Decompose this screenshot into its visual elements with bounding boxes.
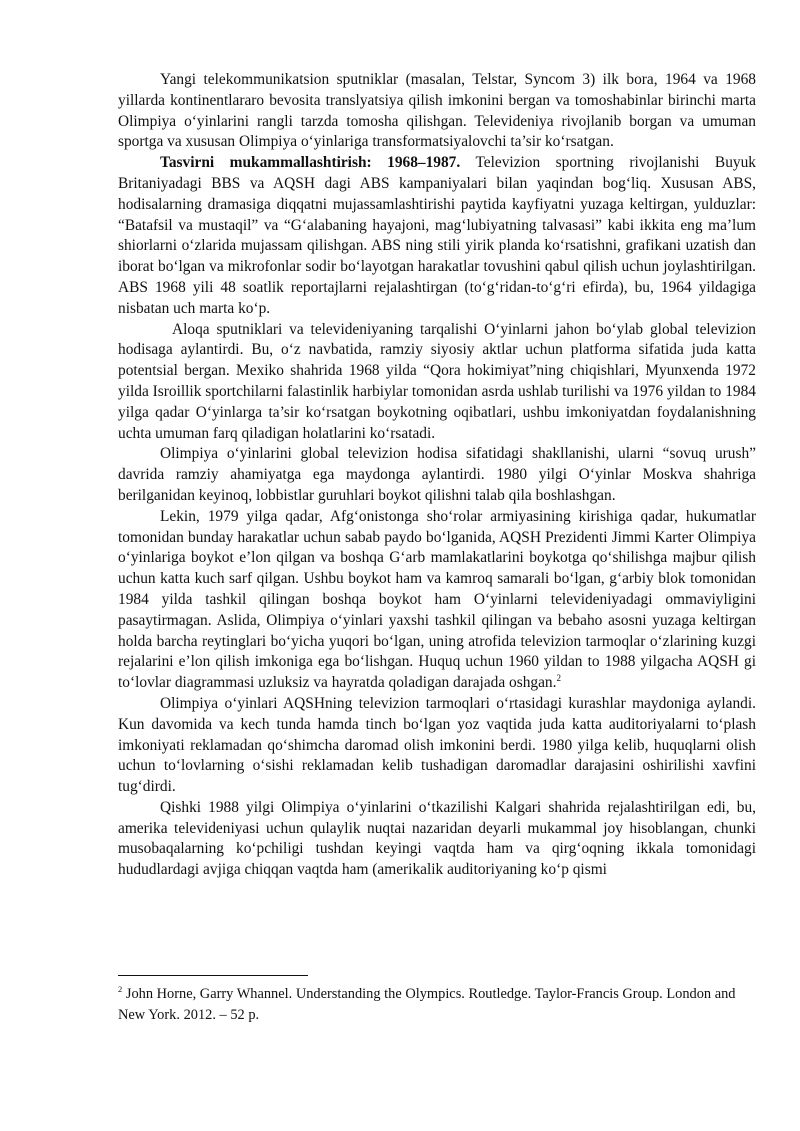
footnote-reference: 2 bbox=[556, 672, 561, 683]
section-heading: Tasvirni mukammallashtirish: 1968–1987. bbox=[160, 154, 461, 172]
footnote-separator bbox=[118, 975, 308, 976]
paragraph-2 bbox=[118, 153, 756, 319]
footnote bbox=[118, 984, 758, 1026]
paragraph-2-text: Televizion sportning rivojlanishi Buyuk Britaniyadagi BBS va AQSH dagi ABS kampaniyalari bilan yaqindan bog‘liq. Xususan ABS, hodisalarning dramasiga diqqatni mujassamlashtirishi paytida kayfiyatni yuzaga keltirgan, yulduzlar: “Batafsil va mustaqil” va “G‘alabaning hayajoni, mag‘lubiyatning talvasasi” kabi ikkita eng ma’lum shiorlarni o‘zlarida mujassam qilishgan. ABS ning stili yirik planda ko‘rsatishni, grafikani uzatish dan iborat bo‘lgan va mikrofonlar sodir bo‘layotgan harakatlar tovushini qabul qilish uchun joylashtirilgan. ABS 1968 yili 48 soatlik reportajlarni rejalashtirgan (to‘g‘ridan-to‘g‘ri efirda), bu, 1964 yildagiga nisbatan uch marta ko‘p. bbox=[118, 154, 756, 317]
paragraph-3: Aloqa sputniklari va televideniyaning tarqalishi O‘yinlarni jahon bo‘ylab global televizion hodisaga aylantirdi. Bu, o‘z navbatida, ramziy siyosiy aktlar uchun platforma sifatida juda katta potentsial bergan. Mexiko shahrida 1968 yilda “Qora hokimiyat”ning chiqishlari, Myunxenda 1972 yilda Isroillik sportchilarni falastinlik harbiylar tomonidan asrda ushlab turilishi va 1976 yildan to 1984 yilga qadar O‘yinlarga ta’sir ko‘rsatgan boykotning oqibatlari, ushbu imkoniyatdan foydalanishning uchta umuman farq qiladigan holatlarini ko‘rsatadi. bbox=[118, 320, 756, 442]
footnote-number: 2 bbox=[118, 984, 123, 995]
document-body bbox=[118, 70, 756, 881]
paragraph-5-text: Lekin, 1979 yilga qadar, Afg‘onistonga sho‘rolar armiyasining kirishiga qadar, hukumatlar tomonidan bunday harakatlar uchun sabab paydo bo‘lganida, AQSH Prezidenti Jimmi Karter Olimpiya o‘yinlariga boykot e’lon qilgan va boshqa G‘arb mamlakatlarini boykotga qo‘shilishga majbur qilish uchun katta kuch sarf qilgan. Ushbu boykot ham va kamroq samarali bo‘lgan, g‘arbiy blok tomonidan 1984 yilda tashkil qilingan boshqa boykot ham O‘yinlarni televideniyadagi ommaviyligini pasaytirmagan. Aslida, Olimpiya o‘yinlari yaxshi tashkil qilingan va bebaho asosni yuzaga keltirgan holda barcha reytinglari bo‘yicha yuqori bo‘lgan, uning atrofida televizion tarmoqlar o‘zlarining kuzgi rejalarini e’lon qilish imkoniga ega bo‘lishgan. Huquq uchun 1960 yildan to 1988 yilgacha AQSH gi to‘lovlar diagrammasi uzluksiz va hayratda qoladigan darajada oshgan. bbox=[118, 507, 756, 692]
paragraph-6: Olimpiya o‘yinlari AQSHning televizion tarmoqlari o‘rtasidagi kurashlar maydoniga aylandi. Kun davomida va kech tunda hamda tinch bo‘lgan yoz vaqtida juda katta auditoriyalarni to‘plash imkoniyati reklamadan qo‘shimcha daromad olish imkonini berdi. 1980 yilga kelib, huquqlarni olish uchun to‘lovlarning o‘sishi reklamadan kelib tushadigan daromadlar darajasini oshirilishi xavfini tug‘dirdi. bbox=[118, 694, 756, 796]
paragraph-4: Olimpiya o‘yinlarini global televizion hodisa sifatidagi shakllanishi, ularni “sovuq urush” davrida ramziy ahamiyatga ega maydonga aylantirdi. 1980 yilgi O‘yinlar Moskva shahriga berilganidan keyinoq, lobbistlar guruhlari boykot qilishni talab qila boshlashgan. bbox=[118, 445, 756, 504]
footnote-text: John Horne, Garry Whannel. Understanding the Olympics. Routledge. Taylor-Francis Group. London and New York. 2012. – 52 p. bbox=[118, 986, 736, 1023]
paragraph-7: Qishki 1988 yilgi Olimpiya o‘yinlarini o‘tkazilishi Kalgari shahrida rejalashtirilgan edi, bu, amerika televideniyasi uchun qulaylik nuqtai nazaridan deyarli mukammal joy hisoblangan, chunki musobaqalarning ko‘pchiligi tushdan keyingi vaqtda ham va qirg‘oqning ikkala tomonidagi hududlardagi avjiga chiqqan vaqtda ham (amerikalik auditoriyaning ko‘p qismi bbox=[118, 798, 756, 879]
paragraph-5 bbox=[118, 507, 756, 694]
paragraph-1: Yangi telekommunikatsion sputniklar (masalan, Telstar, Syncom 3) ilk bora, 1964 va 1968 yillarda kontinentlararo bevosita translyatsiya qilish imkonini bergan va tomoshabinlar birinchi marta Olimpiya o‘yinlarini rangli tarzda tomosha qilishgan. Televideniya rivojlanib borgan va umuman sportga va xususan Olimpiya o‘yinlariga transformatsiyalovchi ta’sir ko‘rsatgan. bbox=[118, 71, 756, 151]
